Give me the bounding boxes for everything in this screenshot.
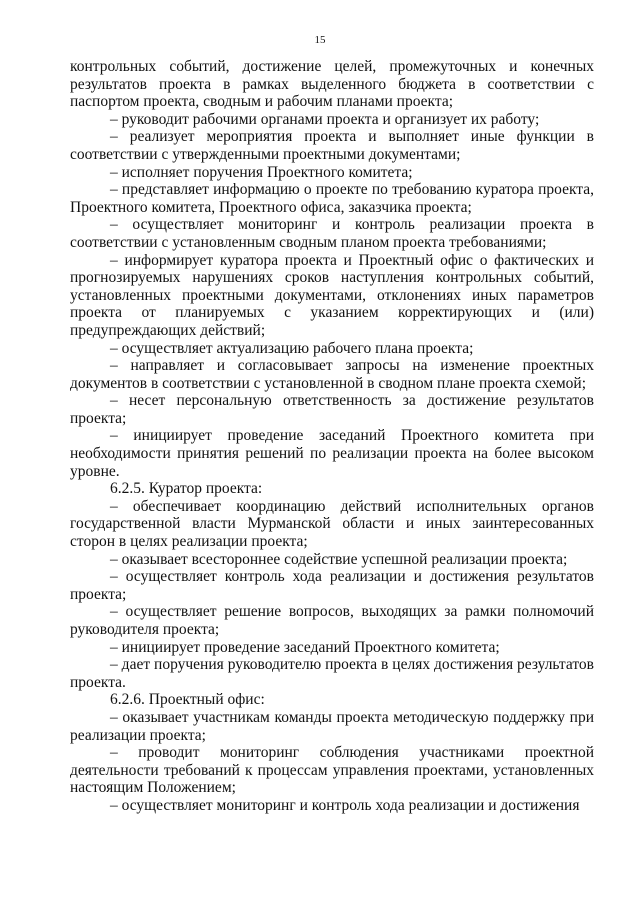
list-item-compliance-monitoring: – проводит мониторинг соблюдения участниками проектной деятельности требований к процессам управления проектами, установленных настоящим Положением; bbox=[70, 744, 594, 797]
document-body bbox=[70, 58, 594, 815]
list-item-comprehensive-support: – оказывает всестороннее содействие успешной реализации проекта; bbox=[110, 550, 568, 568]
list-item-coordination: – обеспечивает координацию действий исполнительных органов государственной власти Мурманской области и иных заинтересованных сторон в целях реализации проекта; bbox=[70, 497, 594, 551]
list-item-provides-information: – представляет информацию о проекте по требованию куратора проекта, Проектного комитета, Проектного офиса, заказчика проекта; bbox=[70, 181, 594, 216]
list-item-methodological-support: – оказывает участникам команды проекта методическую поддержку при реализации проекта; bbox=[70, 708, 594, 744]
list-item-monitoring-progress: – осуществляет мониторинг и контроль хода реализации и достижения bbox=[110, 796, 580, 814]
list-item-implements-activities: – реализует мероприятия проекта и выполняет иные функции в соответствии с утвержденными проектными документами; bbox=[70, 128, 594, 163]
list-item-progress-control: – осуществляет контроль хода реализации и достижения результатов проекта; bbox=[70, 568, 594, 603]
list-item-monitoring-control: – осуществляет мониторинг и контроль реализации проекта в соответствии с установленным сводным планом проекта требованиями; bbox=[70, 216, 594, 251]
list-item-resolves-issues: – осуществляет решение вопросов, выходящих за рамки полномочий руководителя проекта; bbox=[70, 603, 594, 638]
list-item-informs-curator: – информирует куратора проекта и Проектный офис о фактических и прогнозируемых нарушениях сроков наступления контрольных событий, установленных проектными документами, отклонениях иных параметров проекта от планируемых с указанием корректирующих и (или) предупреждающих действий; bbox=[70, 251, 594, 339]
section-heading-curator: 6.2.5. Куратор проекта: bbox=[110, 480, 263, 498]
list-item-change-requests: – направляет и согласовывает запросы на изменение проектных документов в соответствии с установленной в сводном плане проекта схемой; bbox=[70, 357, 594, 392]
list-item-manages-working-bodies: – руководит рабочими органами проекта и организует их работу; bbox=[110, 110, 540, 128]
list-item-personal-responsibility: – несет персональную ответственность за достижение результатов проекта; bbox=[70, 392, 594, 427]
list-item-executes-instructions: – исполняет поручения Проектного комитета; bbox=[110, 163, 413, 181]
list-item-updates-plan: – осуществляет актуализацию рабочего плана проекта; bbox=[110, 339, 474, 357]
page-number: 15 bbox=[314, 34, 326, 46]
list-item-initiates-meetings: – инициирует проведение заседаний Проектного комитета при необходимости принятия решений по реализации проекта на более высоком уровне. bbox=[70, 427, 594, 480]
paragraph-continuation: контрольных событий, достижение целей, промежуточных и конечных результатов проекта в рамках выделенного бюджета в соответствии с паспортом проекта, сводным и рабочим планами проекта; bbox=[70, 58, 594, 111]
section-heading-project-office: 6.2.6. Проектный офис: bbox=[110, 691, 265, 709]
list-item-initiates-committee-meetings: – инициирует проведение заседаний Проектного комитета; bbox=[110, 638, 500, 656]
list-item-gives-instructions: – дает поручения руководителю проекта в целях достижения результатов проекта. bbox=[70, 656, 594, 691]
